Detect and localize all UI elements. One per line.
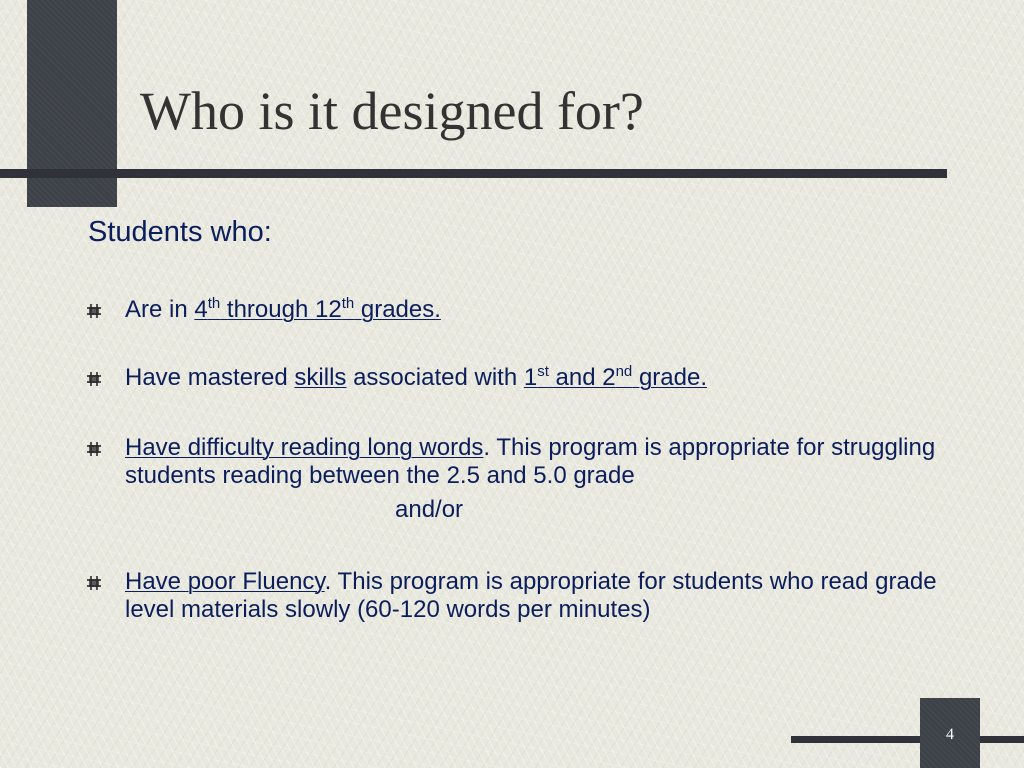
- poor-fluency-link[interactable]: Have poor Fluency: [125, 568, 325, 595]
- title-rule: [0, 169, 947, 178]
- reading-long-words-link[interactable]: Have difficulty reading long words: [125, 434, 484, 461]
- bullet-text: . This program is appropriate for students who read grade level materials slowly (60-120 words per minutes): [125, 568, 937, 623]
- skills-link[interactable]: skills: [294, 364, 347, 391]
- bullet-item: [87, 296, 987, 324]
- bullet-text: Are in: [125, 296, 195, 323]
- footer-rule: [791, 736, 1024, 743]
- and-or-text: and/or: [395, 496, 464, 523]
- page-number: 4: [946, 726, 954, 743]
- bullet-text: . This program is appropriate for struggling students reading between the 2.5 and 5.0 grade: [125, 434, 936, 489]
- bullet-item: [87, 434, 987, 524]
- bullet-item: [87, 364, 987, 392]
- bullet-text: associated with: [346, 364, 524, 391]
- grade-level-link[interactable]: 1st and 2nd grade.: [523, 363, 707, 391]
- hash-square-bullet-icon: [87, 372, 101, 386]
- hash-square-bullet-icon: [87, 304, 101, 318]
- grade-range-link[interactable]: 4th through 12th grades.: [194, 295, 441, 323]
- bullet-text: Have mastered: [125, 364, 295, 391]
- bullet-item: [87, 568, 987, 624]
- slide-subtitle: Students who:: [88, 216, 272, 248]
- decorative-block-bottom: [920, 698, 980, 768]
- slide-title: Who is it designed for?: [140, 81, 644, 141]
- bullet-list: [87, 296, 987, 624]
- hash-square-bullet-icon: [87, 576, 101, 590]
- hash-square-bullet-icon: [87, 442, 101, 456]
